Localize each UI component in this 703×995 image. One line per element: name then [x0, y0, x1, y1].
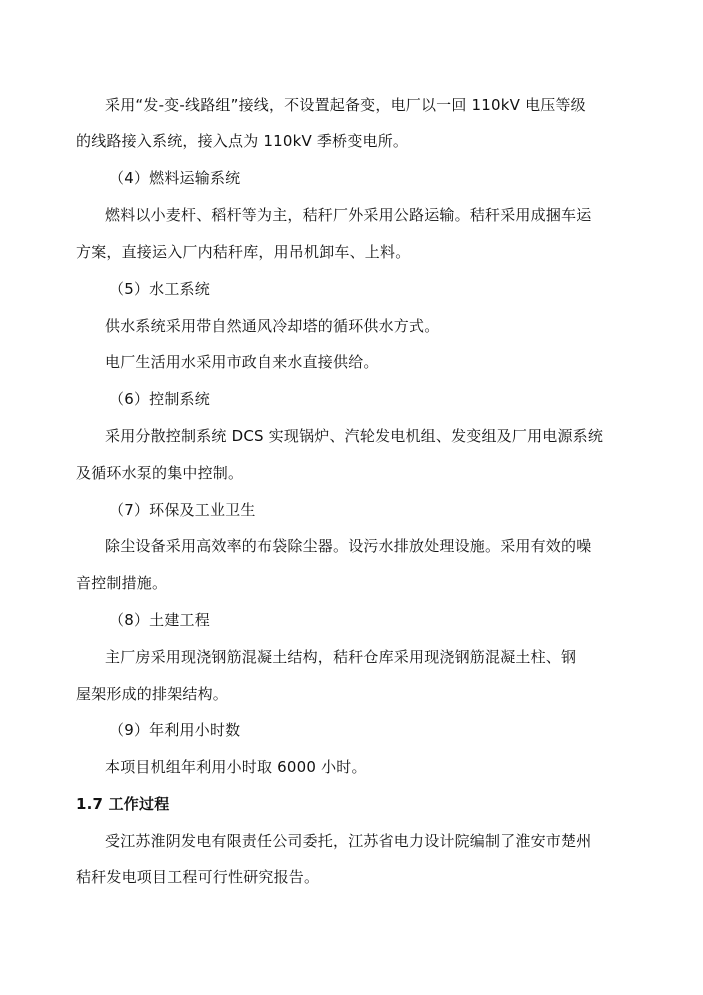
paragraph-line: 电厂生活用水采用市政自来水直接供给。: [105, 353, 379, 371]
paragraph-line: 受江苏淮阴发电有限责任公司委托，江苏省电力设计院编制了淮安市楚州: [105, 832, 592, 850]
section-heading: （4）燃料运输系统: [109, 169, 241, 187]
paragraph-line: 及循环水泵的集中控制。: [76, 464, 244, 482]
chapter-heading: 1.7 工作过程: [76, 795, 170, 813]
paragraph-line: 本项目机组年利用小时取 6000 小时。: [105, 758, 367, 776]
paragraph-line: 采用“发-变-线路组”接线，不设置起备变，电厂以一回 110kV 电压等级: [105, 96, 586, 114]
section-heading: （9）年利用小时数: [109, 721, 241, 739]
paragraph-line: 音控制措施。: [76, 574, 168, 592]
section-heading: （7）环保及工业卫生: [109, 501, 256, 519]
paragraph-line: 供水系统采用带自然通风冷却塔的循环供水方式。: [105, 317, 440, 335]
paragraph-line: 燃料以小麦杆、稻杆等为主，秸秆厂外采用公路运输。秸秆采用成捆车运: [105, 206, 592, 224]
paragraph-line: 屋架形成的排架结构。: [76, 685, 229, 703]
paragraph-line: 主厂房采用现浇钢筋混凝土结构，秸秆仓库采用现浇钢筋混凝土柱、钢: [105, 648, 577, 666]
paragraph-line: 方案，直接运入厂内秸秆库，用吊机卸车、上料。: [76, 243, 411, 261]
paragraph-line: 的线路接入系统，接入点为 110kV 季桥变电所。: [76, 132, 409, 150]
section-heading: （8）土建工程: [109, 611, 210, 629]
paragraph-line: 除尘设备采用高效率的布袋除尘器。设污水排放处理设施。采用有效的噪: [105, 537, 592, 555]
section-heading: （5）水工系统: [109, 280, 210, 298]
section-heading: （6）控制系统: [109, 390, 210, 408]
paragraph-line: 采用分散控制系统 DCS 实现锅炉、汽轮发电机组、发变组及厂用电源系统: [105, 427, 604, 445]
paragraph-line: 秸秆发电项目工程可行性研究报告。: [76, 868, 320, 886]
